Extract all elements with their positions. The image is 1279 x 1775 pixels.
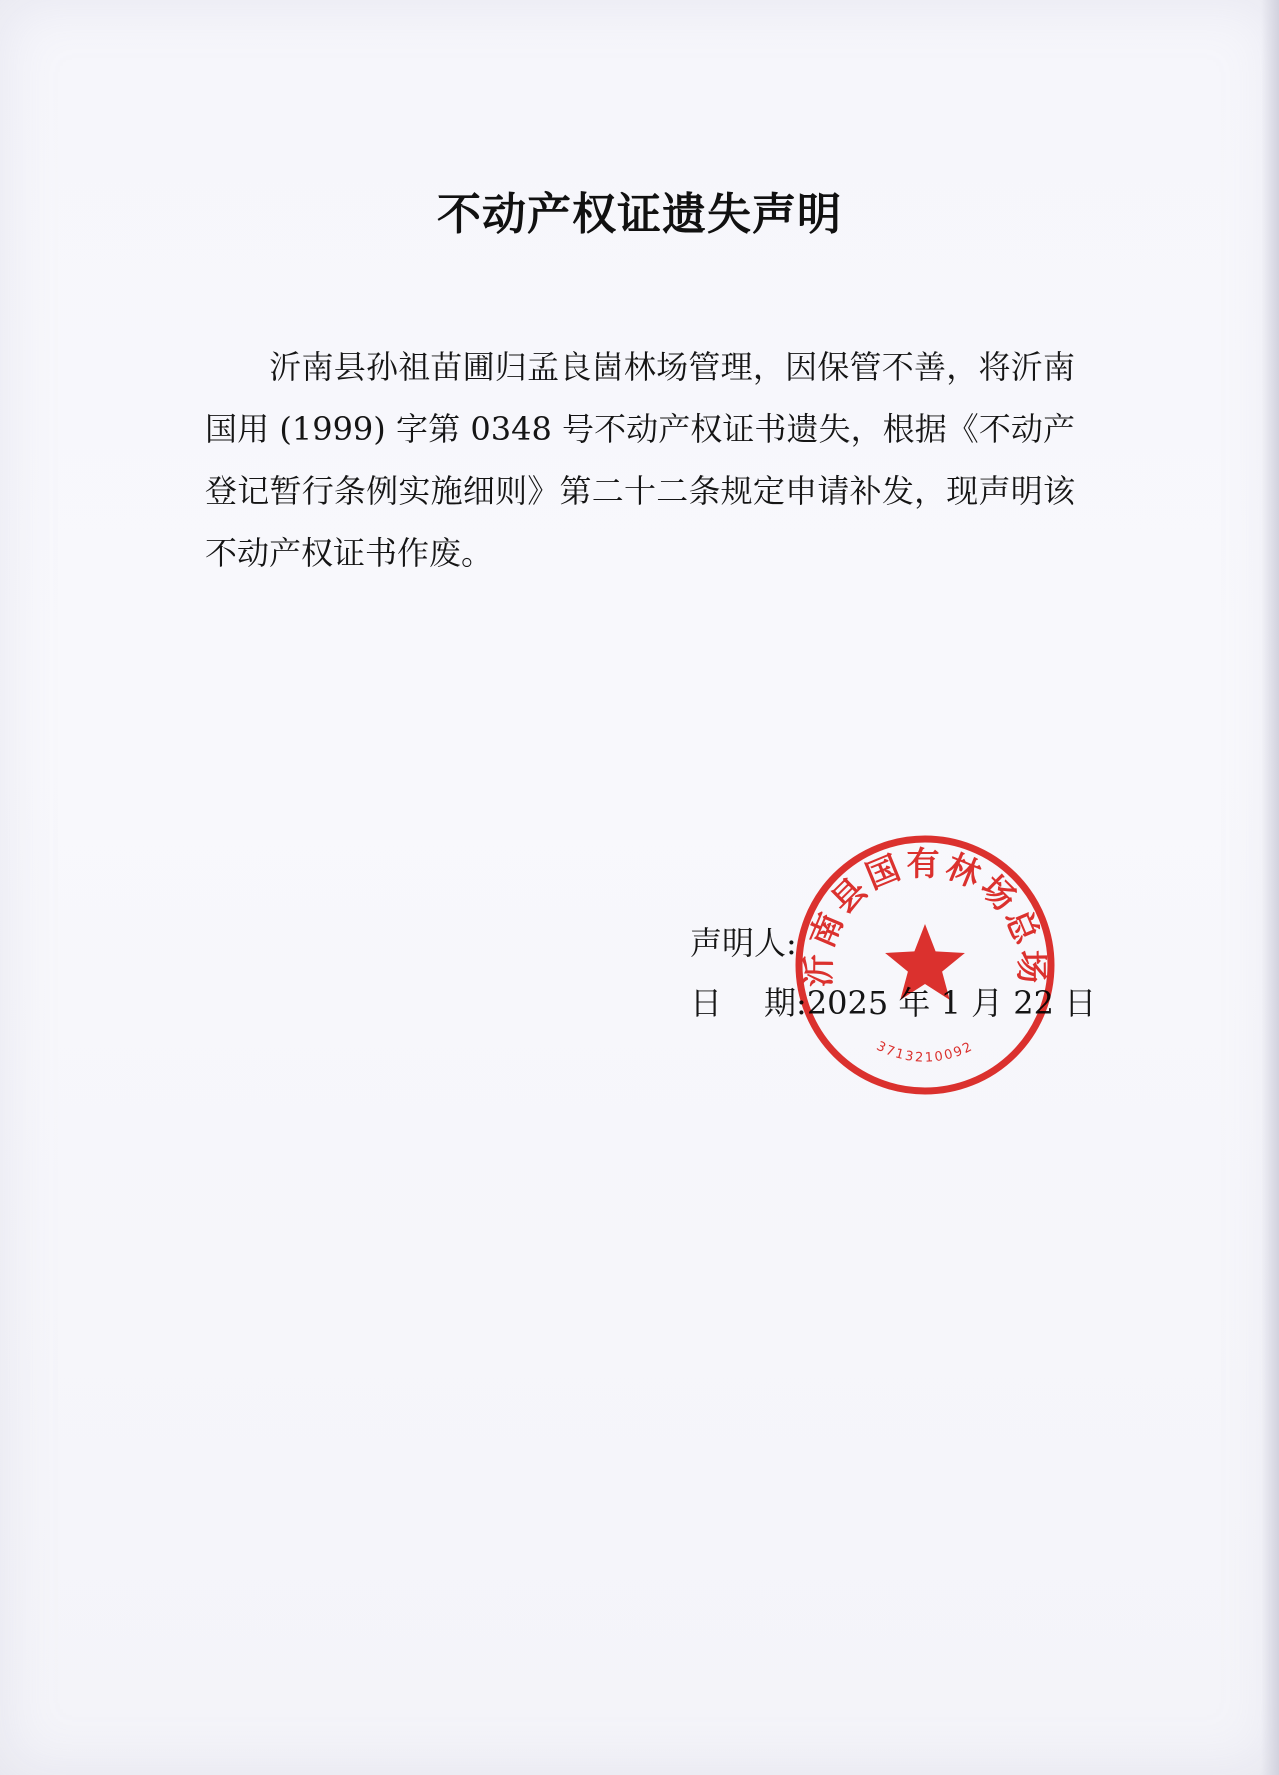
statement-body — [205, 336, 1075, 584]
declarant-label: 声明人: — [690, 924, 797, 962]
declarant-line — [690, 918, 797, 964]
seal-org-text: 沂南县国有林场总场 — [798, 843, 1052, 988]
date-value: 2025 年 1 月 22 日 — [806, 984, 1097, 1022]
page-edge-shadow — [1261, 0, 1279, 1775]
document-title: 不动产权证遗失声明 — [437, 189, 842, 240]
date-label-char-1: 日 — [690, 984, 723, 1022]
seal-code-text: 3713210092 — [873, 1038, 977, 1066]
statement-text: 沂南县孙祖苗圃归孟良崮林场管理，因保管不善，将沂南国用 (1999) 字第 0348 号不动产权证书遗失，根据《不动产登记暂行条例实施细则》第二十二条规定申请补发，现声明该不动产权证书作废。 — [205, 348, 1075, 572]
seal-star-icon — [885, 924, 965, 1000]
official-seal-stamp — [790, 830, 1060, 1100]
date-label-char-2: 期: — [764, 984, 807, 1022]
